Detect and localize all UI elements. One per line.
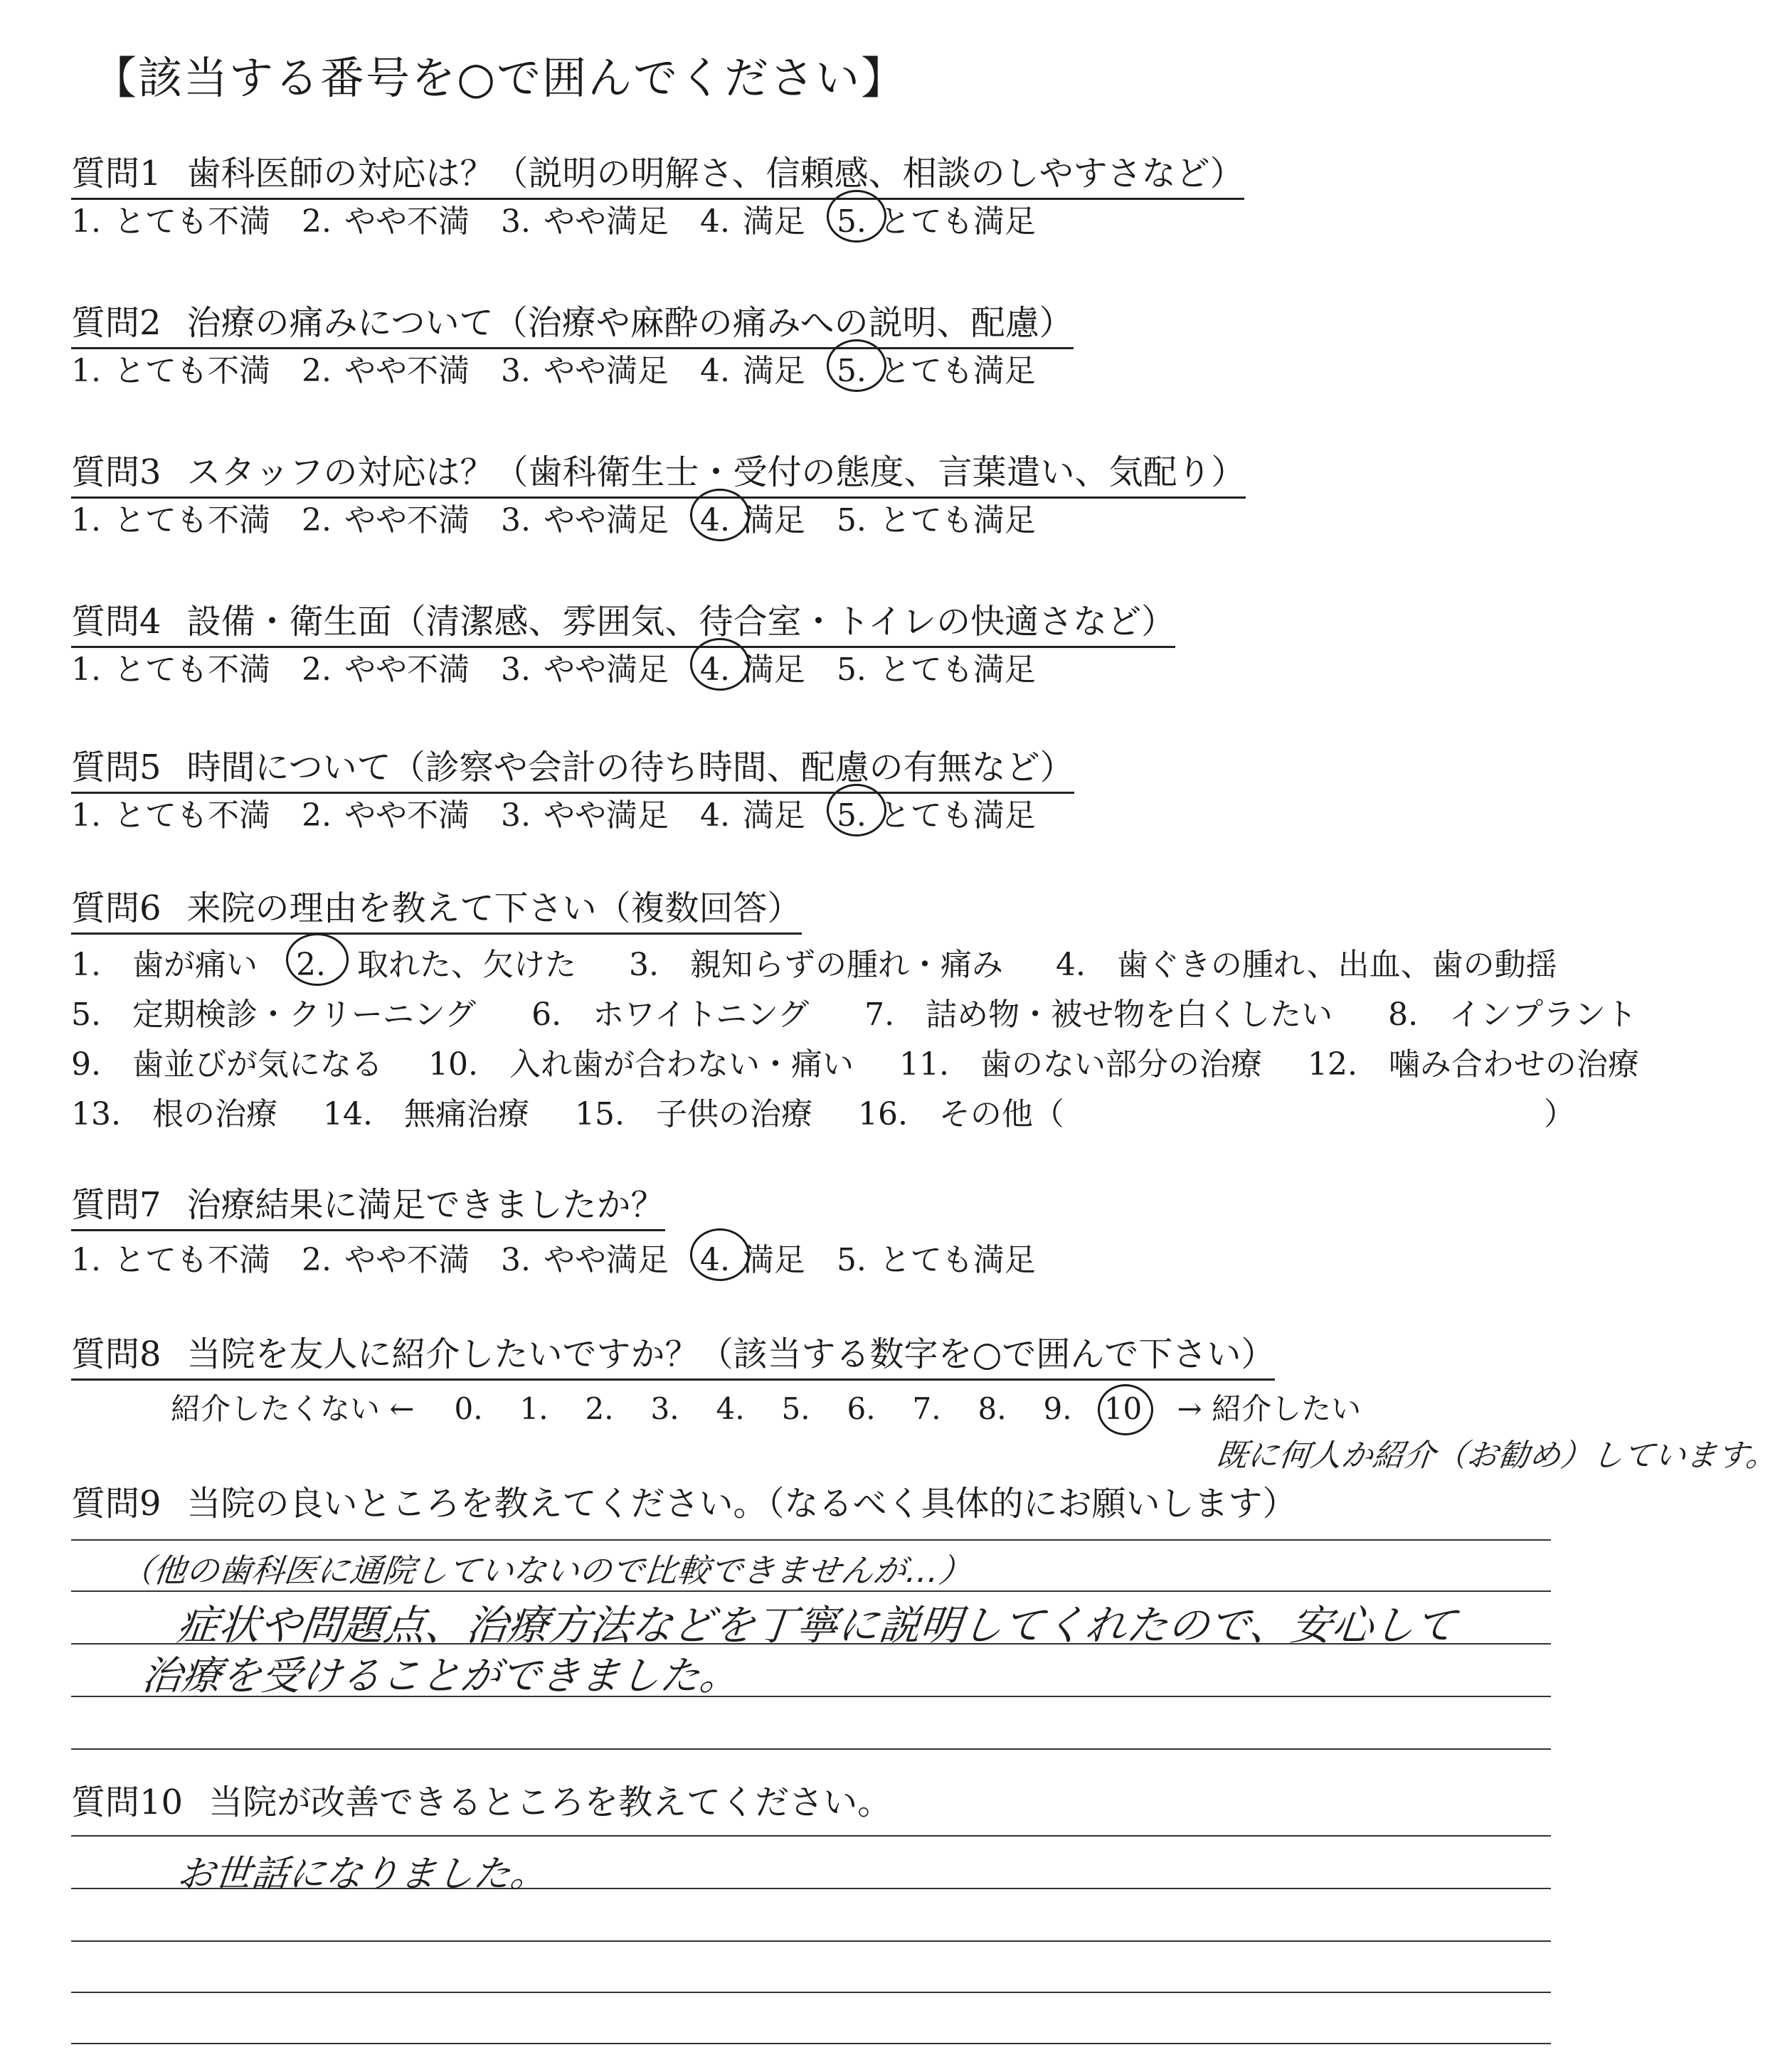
- option-4[interactable]: [700, 1234, 805, 1280]
- scale-value-4[interactable]: 4.: [716, 1391, 745, 1426]
- answer-line: [71, 1539, 1551, 1541]
- option-number: 3.: [500, 652, 531, 688]
- question-8-heading: [71, 1327, 1275, 1381]
- question-number: 質問8: [71, 1334, 161, 1374]
- question-text: 当院が改善できるところを教えてください。: [208, 1783, 892, 1822]
- answer-line: [71, 2043, 1551, 2044]
- option-3[interactable]: [501, 196, 669, 241]
- option-number: 3.: [500, 353, 531, 389]
- option-number: 5.: [836, 797, 867, 834]
- option-3[interactable]: [501, 790, 669, 835]
- question-text: 歯科医師の対応は？（説明の明解さ、信頼感、相談のしやすさなど）: [186, 154, 1244, 193]
- question-2-heading: [71, 295, 1074, 349]
- q6-other-close-paren: ）: [1544, 1096, 1575, 1132]
- question-7-heading: [71, 1177, 665, 1231]
- q6-row-1: [71, 939, 1557, 984]
- scale-left-label: 紹介したくない ←: [171, 1391, 415, 1426]
- option-5[interactable]: [837, 345, 1036, 391]
- option-label: やや不満: [344, 797, 470, 834]
- option-label: とても不満: [113, 353, 270, 389]
- q9-answer-line-2: 症状や問題点、治療方法などを丁寧に説明してくれたので、安心して: [174, 1601, 1458, 1649]
- answer-line: [71, 1835, 1551, 1837]
- q6-option-6[interactable]: 6. ホワイトニング: [531, 997, 810, 1033]
- option-1[interactable]: [71, 790, 270, 835]
- scale-value-2[interactable]: 2.: [585, 1391, 614, 1426]
- option-2[interactable]: [302, 345, 470, 391]
- question-3-heading: [71, 445, 1246, 499]
- option-label: やや満足: [543, 353, 669, 389]
- option-label: やや不満: [344, 652, 470, 688]
- question-9: [71, 1476, 1297, 1525]
- scale-value-9[interactable]: 9.: [1043, 1391, 1072, 1426]
- option-number: 2.: [301, 1242, 332, 1278]
- scale-value-5[interactable]: 5.: [781, 1391, 810, 1426]
- question-10: [71, 1775, 891, 1824]
- question-3: [71, 445, 1246, 499]
- scale-values: [436, 1391, 1156, 1426]
- option-number: 4.: [699, 652, 730, 688]
- question-2-options: [71, 345, 1067, 391]
- option-label: とても満足: [879, 1242, 1036, 1278]
- q6-option-14[interactable]: 14. 無痛治療: [322, 1096, 529, 1132]
- option-number: 3.: [500, 203, 531, 240]
- question-7: [71, 1177, 665, 1231]
- q10-answer-line-1: お世話になりました。: [175, 1853, 550, 1896]
- option-label: とても不満: [113, 652, 270, 688]
- q6-option-1[interactable]: 1. 歯が痛い: [71, 947, 258, 983]
- option-label: やや満足: [543, 1242, 669, 1278]
- option-label: とても不満: [113, 797, 270, 834]
- selection-circle: [286, 933, 349, 986]
- scale-value-3[interactable]: 3.: [650, 1391, 679, 1426]
- option-label: やや満足: [543, 797, 669, 834]
- question-3-options: [71, 494, 1067, 540]
- option-2[interactable]: [302, 1234, 470, 1280]
- question-text: 当院を友人に紹介したいですか？（該当する数字を○で囲んで下さい）: [186, 1334, 1276, 1374]
- question-text: 来院の理由を教えて下さい（複数回答）: [186, 888, 802, 928]
- q6-option-2[interactable]: 2. 取れた、欠けた: [296, 939, 576, 984]
- option-number: 1.: [71, 203, 101, 240]
- question-text: 治療結果に満足できましたか？: [186, 1185, 665, 1225]
- q9-answer-line-3: 治療を受けることができました。: [139, 1653, 742, 1699]
- q6-option-10[interactable]: 10. 入れ歯が合わない・痛い: [428, 1046, 854, 1083]
- option-label: とても不満: [113, 203, 270, 240]
- scale-value-6[interactable]: 6.: [847, 1391, 876, 1426]
- q6-row-3: [71, 1038, 1639, 1084]
- question-number: 質問1: [71, 154, 161, 193]
- option-1[interactable]: [71, 345, 270, 391]
- option-label: とても不満: [113, 502, 270, 538]
- question-number: 質問4: [71, 602, 161, 642]
- option-3[interactable]: [501, 644, 669, 689]
- option-label: 満足: [742, 797, 805, 834]
- question-7-options: [71, 1234, 1067, 1280]
- question-5-options: [71, 790, 1067, 835]
- option-3[interactable]: [501, 1234, 669, 1280]
- option-label: とても不満: [113, 1242, 270, 1278]
- option-number: 4.: [699, 502, 730, 538]
- option-3[interactable]: [501, 345, 669, 391]
- option-number: 3.: [500, 502, 531, 538]
- option-3[interactable]: [501, 494, 669, 540]
- option-number: 4.: [699, 797, 730, 834]
- option-label: 満足: [742, 1242, 805, 1278]
- option-label: やや不満: [344, 502, 470, 538]
- option-label: とても満足: [879, 353, 1036, 389]
- option-number: 1.: [71, 502, 101, 538]
- question-4: [71, 594, 1175, 648]
- option-5[interactable]: [837, 196, 1036, 241]
- option-label: 満足: [742, 652, 805, 688]
- answer-line: [71, 1992, 1551, 1993]
- q6-option-9[interactable]: 9. 歯並びが気になる: [71, 1046, 383, 1083]
- q6-row-2: [71, 989, 1637, 1034]
- option-number: 2.: [301, 203, 332, 240]
- option-2[interactable]: [302, 196, 470, 241]
- question-number: 質問6: [71, 888, 161, 928]
- option-number: 1.: [71, 652, 101, 688]
- option-1[interactable]: [71, 494, 270, 540]
- option-label: やや不満: [344, 353, 470, 389]
- question-text: 設備・衛生面（清潔感、雰囲気、待合室・トイレの快適さなど）: [186, 602, 1176, 642]
- option-4[interactable]: [700, 345, 805, 391]
- option-number: 3.: [500, 1242, 531, 1278]
- option-label: やや満足: [543, 203, 669, 240]
- option-number: 4.: [699, 1242, 730, 1278]
- option-number: 4.: [699, 203, 730, 240]
- option-number: 1.: [71, 353, 101, 389]
- option-number: 3.: [500, 797, 531, 834]
- option-number: 5.: [836, 203, 867, 240]
- option-number: 5.: [836, 502, 867, 538]
- q6-option-5[interactable]: 5. 定期検診・クリーニング: [71, 997, 477, 1033]
- q6-option-15[interactable]: 15. 子供の治療: [574, 1096, 812, 1132]
- question-2: [71, 295, 1074, 349]
- question-5: [71, 740, 1074, 794]
- q6-option-11[interactable]: 11. 歯のない部分の治療: [899, 1046, 1262, 1083]
- q6-option-13[interactable]: 13. 根の治療: [71, 1096, 277, 1132]
- question-number: 質問5: [71, 748, 161, 787]
- scale-value-7[interactable]: 7.: [912, 1391, 941, 1426]
- question-number: 質問7: [71, 1185, 161, 1225]
- option-number: 2.: [301, 652, 332, 688]
- answer-line: [71, 1940, 1551, 1942]
- option-5[interactable]: [837, 644, 1036, 689]
- question-number: 質問3: [71, 452, 161, 492]
- answer-line: [71, 1748, 1551, 1750]
- question-4-options: [71, 644, 1067, 689]
- option-1[interactable]: [71, 196, 270, 241]
- option-label: とても満足: [879, 652, 1036, 688]
- option-label: やや満足: [543, 652, 669, 688]
- option-2[interactable]: [302, 644, 470, 689]
- option-1[interactable]: [71, 644, 270, 689]
- page-title: 【該当する番号を○で囲んでください】: [92, 52, 907, 104]
- option-label: やや満足: [543, 502, 669, 538]
- option-number: 2.: [301, 353, 332, 389]
- q9-answer-line-1: （他の歯科医に通院していないので比較できませんが…）: [118, 1551, 974, 1590]
- option-label: とても満足: [879, 797, 1036, 834]
- option-1[interactable]: [71, 1234, 270, 1280]
- option-2[interactable]: [302, 790, 470, 835]
- option-label: やや不満: [344, 1242, 470, 1278]
- question-text: 治療の痛みについて（治療や麻酔の痛みへの説明、配慮）: [186, 303, 1074, 343]
- option-4[interactable]: [700, 790, 805, 835]
- option-label: とても満足: [879, 502, 1036, 538]
- option-label: やや不満: [344, 203, 470, 240]
- q6-row-4: [71, 1088, 1575, 1134]
- option-5[interactable]: [837, 494, 1036, 540]
- question-6-heading: [71, 881, 802, 935]
- question-6: [71, 881, 802, 935]
- scale-right-label: → 紹介したい: [1177, 1391, 1362, 1426]
- option-label: 満足: [742, 353, 805, 389]
- question-8-scale: [171, 1386, 1361, 1428]
- option-5[interactable]: [837, 790, 1036, 835]
- option-5[interactable]: [837, 1234, 1036, 1280]
- option-4[interactable]: [700, 196, 805, 241]
- scale-value-0[interactable]: 0.: [454, 1391, 483, 1426]
- option-number: 1.: [71, 797, 101, 834]
- question-number: 質問9: [71, 1484, 161, 1524]
- option-number: 5.: [836, 353, 867, 389]
- question-text: 時間について（診察や会計の待ち時間、配慮の有無など）: [186, 748, 1074, 787]
- scale-value-10[interactable]: 10: [1091, 1391, 1156, 1426]
- question-text: スタッフの対応は？（歯科衛生士・受付の態度、言葉遣い、気配り）: [186, 452, 1246, 492]
- question-4-heading: [71, 594, 1175, 648]
- option-number: 1.: [71, 1242, 101, 1278]
- option-2[interactable]: [302, 494, 470, 540]
- q6-option-8[interactable]: 8. インプラント: [1388, 997, 1638, 1033]
- scale-value-1[interactable]: 1.: [519, 1391, 549, 1426]
- q6-option-7[interactable]: 7. 詰め物・被せ物を白くしたい: [864, 997, 1333, 1033]
- option-label: 満足: [742, 203, 805, 240]
- question-5-heading: [71, 740, 1074, 794]
- option-number: 5.: [836, 652, 867, 688]
- question-text: 当院の良いところを教えてください。（なるべく具体的にお願いします）: [186, 1484, 1297, 1524]
- q8-handwritten-note: 既に何人か紹介（お勧め）しています。: [1214, 1438, 1779, 1474]
- scale-value-8[interactable]: 8.: [978, 1391, 1007, 1426]
- question-1: [71, 146, 1244, 200]
- q6-option-4[interactable]: 4. 歯ぐきの腫れ、出血、歯の動揺: [1055, 947, 1557, 983]
- option-label: 満足: [742, 502, 805, 538]
- question-8: [71, 1327, 1275, 1381]
- question-1-options: [71, 196, 1067, 241]
- question-1-heading: [71, 146, 1244, 200]
- option-number: 2.: [301, 502, 332, 538]
- option-number: 4.: [699, 353, 730, 389]
- question-number: 質問2: [71, 303, 161, 343]
- option-label: とても満足: [879, 203, 1036, 240]
- q6-option-12[interactable]: 12. 噛み合わせの治療: [1307, 1046, 1639, 1083]
- question-number: 質問10: [71, 1783, 184, 1822]
- option-number: 2.: [301, 797, 332, 834]
- option-4[interactable]: [700, 494, 805, 540]
- q6-option-3[interactable]: 3. 親知らずの腫れ・痛み: [628, 947, 1003, 983]
- q6-option-16[interactable]: 16. その他（: [857, 1096, 1064, 1132]
- option-number: 5.: [836, 1242, 867, 1278]
- option-4[interactable]: [700, 644, 805, 689]
